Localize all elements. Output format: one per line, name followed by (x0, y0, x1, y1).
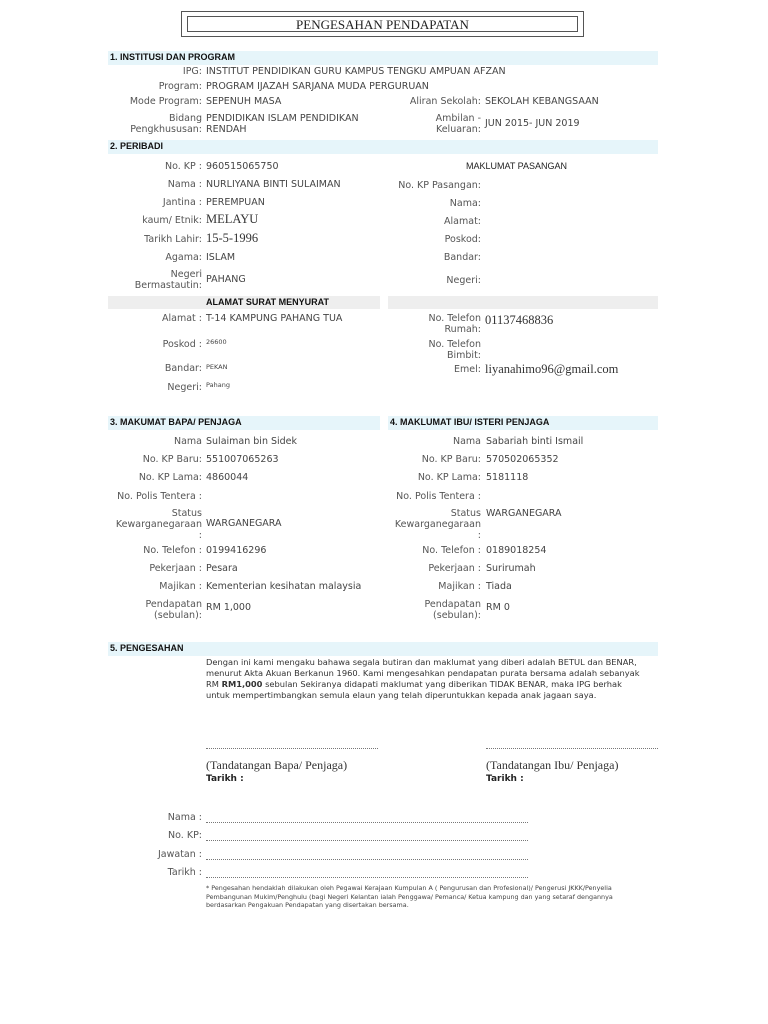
ibu-pendapatan-label-1: Pendapatan (424, 599, 481, 610)
pasangan-alamat-label: Alamat: (444, 216, 481, 227)
bidang-value-1: PENDIDIKAN ISLAM PENDIDIKAN (206, 113, 359, 124)
emel-label: Emel: (454, 364, 481, 375)
pasangan-negeri-label: Negeri: (446, 275, 481, 286)
ibu-pendapatan-label-2: (sebulan): (433, 610, 481, 621)
tarikh-ibu-label: Tarikh : (486, 774, 524, 784)
signature-line-ibu[interactable] (486, 748, 658, 749)
bandar-label: Bandar: (164, 363, 202, 374)
jantina-label: Jantina : (162, 197, 202, 208)
agama-label: Agama: (165, 252, 202, 263)
pasangan-heading: MAKLUMAT PASANGAN (466, 161, 568, 171)
alamat-label: Alamat : (162, 313, 202, 324)
mode-label: Mode Program: (129, 96, 202, 107)
bapa-kpbaru-label: No. KP Baru: (142, 454, 202, 465)
bapa-status-label-1: Status (171, 508, 202, 519)
kaum-value: MELAYU (206, 212, 259, 226)
nokp-value: 960515065750 (206, 161, 279, 172)
bapa-majikan-value: Kementerian kesihatan malaysia (206, 581, 362, 592)
bapa-kplama-value: 4860044 (206, 472, 249, 483)
bandar-value: PEKAN (206, 363, 228, 371)
ibu-nama-value: Sabariah binti Ismail (486, 436, 584, 447)
footnote-line-3: berdasarkan Pengakuan Pendapatan yang disertakan bersama. (206, 901, 409, 909)
negeri-value: PAHANG (206, 274, 246, 285)
ibu-status-label-2: Kewarganegaraan (394, 519, 481, 530)
verifier-nokp-label: No. KP: (168, 830, 202, 841)
negeri-label-2: Bermastautin: (134, 280, 202, 291)
ipg-label: IPG: (182, 66, 202, 77)
aliran-value: SEKOLAH KEBANGSAAN (485, 96, 599, 107)
bidang-value-2: RENDAH (206, 124, 247, 135)
ibu-kerja-label: Pekerjaan : (428, 563, 481, 574)
alamat-heading: ALAMAT SURAT MENYURAT (206, 297, 329, 307)
poskod-label: Poskod : (162, 339, 202, 350)
ibu-pendapatan-value: RM 0 (486, 602, 510, 613)
footnote-line-1: * Pengesahan hendaklah dilakukan oleh Pegawai Kerajaan Kumpulan A ( Pengurusan dan Profesional)/ Pengerusi JKKK/Penyelia (206, 884, 612, 892)
bapa-status-value: WARGANEGARA (206, 518, 282, 529)
tel-rumah-label-1: No. Telefon (428, 313, 481, 324)
verifier-jawatan-label: Jawatan : (157, 849, 202, 860)
bapa-nama-label: Nama (173, 436, 202, 447)
ibu-kpbaru-value: 570502065352 (486, 454, 559, 465)
verifier-nama-label: Nama : (167, 812, 202, 823)
page-title: PENGESAHAN PENDAPATAN (187, 16, 578, 32)
pasangan-bandar-label: Bandar: (443, 252, 481, 263)
tel-bimbit-label-2: Bimbit: (446, 350, 481, 361)
tarikh-lahir-label: Tarikh Lahir: (144, 234, 202, 245)
signature-ibu-label: (Tandatangan Ibu/ Penjaga) (486, 758, 619, 772)
verifier-jawatan-line[interactable] (206, 859, 528, 860)
ambilan-value: JUN 2015- JUN 2019 (485, 118, 580, 129)
section-4-heading: 4. MAKLUMAT IBU/ ISTERI PENJAGA (390, 417, 550, 427)
program-value: PROGRAM IJAZAH SARJANA MUDA PERGURUAN (206, 81, 429, 92)
verifier-nama-line[interactable] (206, 822, 528, 823)
bapa-kplama-label: No. KP Lama: (138, 472, 202, 483)
bapa-kerja-label: Pekerjaan : (149, 563, 202, 574)
pasangan-nokp-label: No. KP Pasangan: (398, 180, 481, 191)
ipg-value: INSTITUT PENDIDIKAN GURU KAMPUS TENGKU AMPUAN AFZAN (206, 66, 506, 77)
aliran-label: Aliran Sekolah: (409, 96, 481, 107)
ibu-kplama-label: No. KP Lama: (417, 472, 481, 483)
alamat-bar-right (388, 296, 658, 309)
nama-label: Nama : (167, 179, 202, 190)
tel-rumah-value: 01137468836 (485, 313, 554, 327)
ibu-tel-value: 0189018254 (486, 545, 547, 556)
verifier-tarikh-line[interactable] (206, 877, 528, 878)
verifier-nokp-line[interactable] (206, 840, 528, 841)
bapa-polis-label: No. Polis Tentera : (117, 491, 202, 502)
pasangan-nama-label: Nama: (449, 198, 481, 209)
alamat-value: T-14 KAMPUNG PAHANG TUA (206, 313, 343, 324)
bapa-majikan-label: Majikan : (159, 581, 202, 592)
bapa-status-label-2: Kewarganegaraan (115, 519, 202, 530)
section-2-bar (108, 140, 658, 154)
verifier-tarikh-label: Tarikh : (167, 867, 202, 878)
section-2-heading: 2. PERIBADI (110, 141, 164, 151)
ibu-nama-label: Nama (452, 436, 481, 447)
bidang-label-2: Pengkhususan: (130, 124, 202, 135)
footnote-line-2: Pembangunan Mukim/Penghulu (bagi Negeri Kelantan ialah Penggawa/ Pemanca/ Ketua kampung dan yang setaraf dengannya (206, 892, 613, 901)
bapa-nama-value: Sulaiman bin Sidek (206, 436, 298, 447)
bapa-pendapatan-label-1: Pendapatan (145, 599, 202, 610)
section-1-heading: 1. INSTITUSI DAN PROGRAM (110, 52, 236, 62)
program-label: Program: (158, 81, 202, 92)
poskod-value: 26600 (206, 338, 227, 346)
ibu-status-label-1: Status (450, 508, 481, 519)
ibu-kplama-value: 5181118 (486, 472, 529, 483)
jantina-value: PEREMPUAN (206, 197, 265, 208)
ibu-status-value: WARGANEGARA (486, 508, 562, 519)
bidang-label-1: Bidang (168, 113, 202, 124)
nama-value: NURLIYANA BINTI SULAIMAN (206, 179, 341, 190)
ibu-tel-label: No. Telefon : (422, 545, 481, 556)
emel-value: liyanahimo96@gmail.com (485, 362, 619, 376)
ibu-polis-label: No. Polis Tentera : (396, 491, 481, 502)
tel-rumah-label-2: Rumah: (444, 324, 481, 335)
bapa-status-label-3: : (198, 530, 202, 541)
negeri-label-1: Negeri (170, 269, 202, 280)
ibu-majikan-value: Tiada (486, 581, 512, 592)
bapa-pendapatan-value: RM 1,000 (206, 602, 252, 613)
declaration-paragraph (206, 657, 661, 701)
declared-amount: RM1,000 (221, 679, 263, 689)
section-5-heading: 5. PENGESAHAN (110, 643, 184, 653)
declaration-line-1: Dengan ini kami mengaku bahawa segala butiran dan maklumat yang diberi adalah BETUL dan BENAR, (206, 657, 637, 667)
declaration-line-2: menurut Akta Akuan Berkanun 1960. Kami mengesahkan pendapatan purata bersama adalah sebanyak (206, 668, 640, 678)
kaum-label: kaum/ Etnik: (142, 215, 202, 226)
pasangan-poskod-label: Poskod: (444, 234, 481, 245)
mode-value: SEPENUH MASA (206, 96, 282, 107)
declaration-line-4: untuk mempertimbangkan semula elaun yang telah diperuntukkan kepada anak jagaan saya. (206, 690, 597, 700)
ibu-status-label-3: : (477, 530, 481, 541)
agama-value: ISLAM (206, 252, 236, 263)
bapa-kerja-value: Pesara (206, 563, 238, 574)
tel-bimbit-label-1: No. Telefon (428, 339, 481, 350)
signature-bapa-label: (Tandatangan Bapa/ Penjaga) (206, 758, 348, 772)
ibu-kpbaru-label: No. KP Baru: (421, 454, 481, 465)
ibu-majikan-label: Majikan : (438, 581, 481, 592)
signature-line-bapa[interactable] (206, 748, 378, 749)
tarikh-bapa-label: Tarikh : (206, 774, 244, 784)
tarikh-lahir-value: 15-5-1996 (206, 231, 259, 245)
section-5-bar (108, 642, 658, 656)
negeri2-value: Pahang (206, 381, 230, 389)
negeri2-label: Negeri: (167, 382, 202, 393)
nokp-label: No. KP : (165, 161, 202, 172)
bapa-kpbaru-value: 551007065263 (206, 454, 279, 465)
ibu-kerja-value: Surirumah (486, 563, 536, 574)
ambilan-label-2: Keluaran: (435, 124, 481, 135)
declaration-line-3: RM RM1,000 sebulan Sekiranya didapati maklumat yang diberikan TIDAK BENAR, maka IPG berhak (206, 679, 622, 689)
title-box (181, 11, 584, 37)
section-3-heading: 3. MAKUMAT BAPA/ PENJAGA (110, 417, 242, 427)
footnote (206, 884, 636, 910)
ambilan-label-1: Ambilan - (435, 113, 481, 124)
bapa-tel-label: No. Telefon : (143, 545, 202, 556)
bapa-pendapatan-label-2: (sebulan): (154, 610, 202, 621)
bapa-tel-value: 0199416296 (206, 545, 267, 556)
